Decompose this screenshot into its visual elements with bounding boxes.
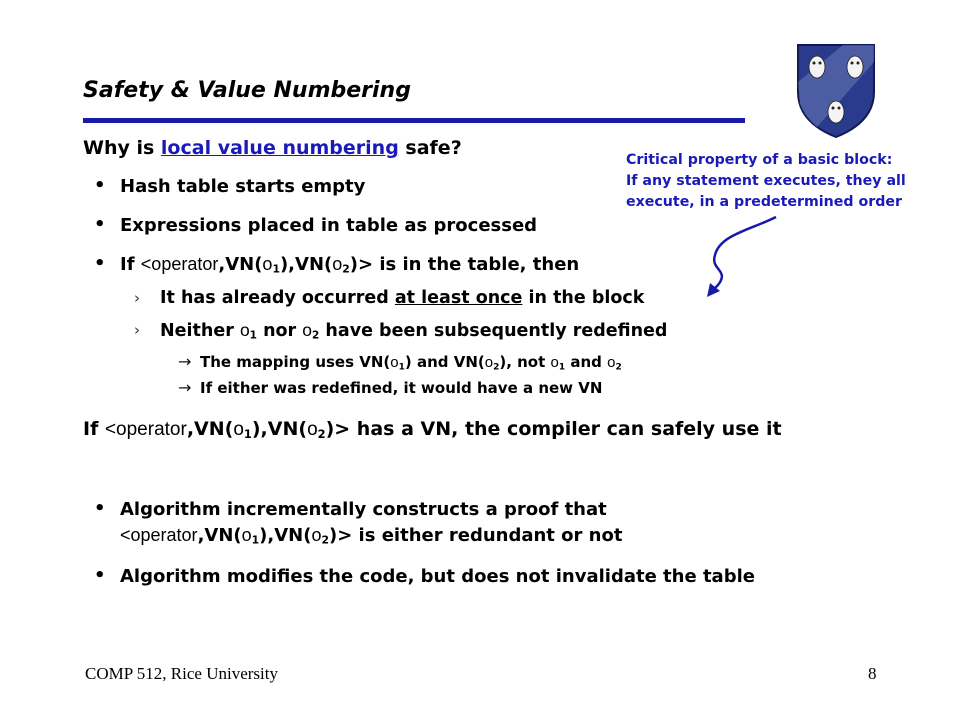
dash-bullet-icon: › <box>134 321 140 339</box>
bullet-icon: • <box>94 498 106 519</box>
bullet-icon: • <box>94 214 106 235</box>
callout-basic-block <box>626 150 946 213</box>
arrow-bullet-icon: → <box>178 352 192 371</box>
bullet-expressions: Expressions placed in table as processed <box>120 215 538 236</box>
subbullet-not-redefined: Neither $o_1$ nor $o_2$ have been subsequently redefined <box>160 320 668 342</box>
local-value-numbering-link[interactable]: local value numbering <box>160 137 399 159</box>
slide-title: Safety & Value Numbering <box>83 78 411 103</box>
bullet-if-in-table: $If <operator,VN(o_1),VN(o_2)>$ is in the table, then <box>120 254 580 276</box>
conclusion-line: $If <operator,VN(o_1),VN(o_2)>$ has a VN, the compiler can safely use it <box>83 418 782 441</box>
callout-line: execute, in a predetermined order <box>626 194 902 210</box>
arrow-bullet-icon: → <box>178 378 192 397</box>
bullet-algorithm-proof-line1: Algorithm incrementally constructs a proof that <box>120 499 607 520</box>
rice-shield-logo <box>795 42 877 140</box>
question-post: safe? <box>398 137 462 159</box>
bullet-algorithm-proof-line2: $<operator,VN(o_1),VN(o_2)>$ is either redundant or not <box>120 525 623 547</box>
callout-line: Critical property of a basic block: <box>626 152 893 168</box>
bullet-hash-table: Hash table starts empty <box>120 176 366 197</box>
bullet-icon: • <box>94 253 106 274</box>
footer-course: COMP 512, Rice University <box>85 664 278 683</box>
subsubbullet-redefined: If either was redefined, it would have a new VN <box>200 379 603 397</box>
bullet-icon: • <box>94 565 106 586</box>
subbullet-already-occurred: It has already occurred at least once in the block <box>160 288 645 308</box>
callout-arrow-icon <box>690 205 780 300</box>
subsubbullet-mapping: The mapping uses $VN(o_1)$ and $VN(o_2)$, not $o_1$ and $o_2$ <box>200 353 622 373</box>
bullet-icon: • <box>94 175 106 196</box>
callout-line: If any statement executes, they all <box>626 173 906 189</box>
dash-bullet-icon: › <box>134 289 140 307</box>
title-rule <box>83 118 745 123</box>
bullet-algorithm-modifies: Algorithm modifies the code, but does not invalidate the table <box>120 566 755 587</box>
page-number: 8 <box>868 664 877 683</box>
question-pre: Why is <box>83 137 161 159</box>
question-line <box>83 137 462 159</box>
